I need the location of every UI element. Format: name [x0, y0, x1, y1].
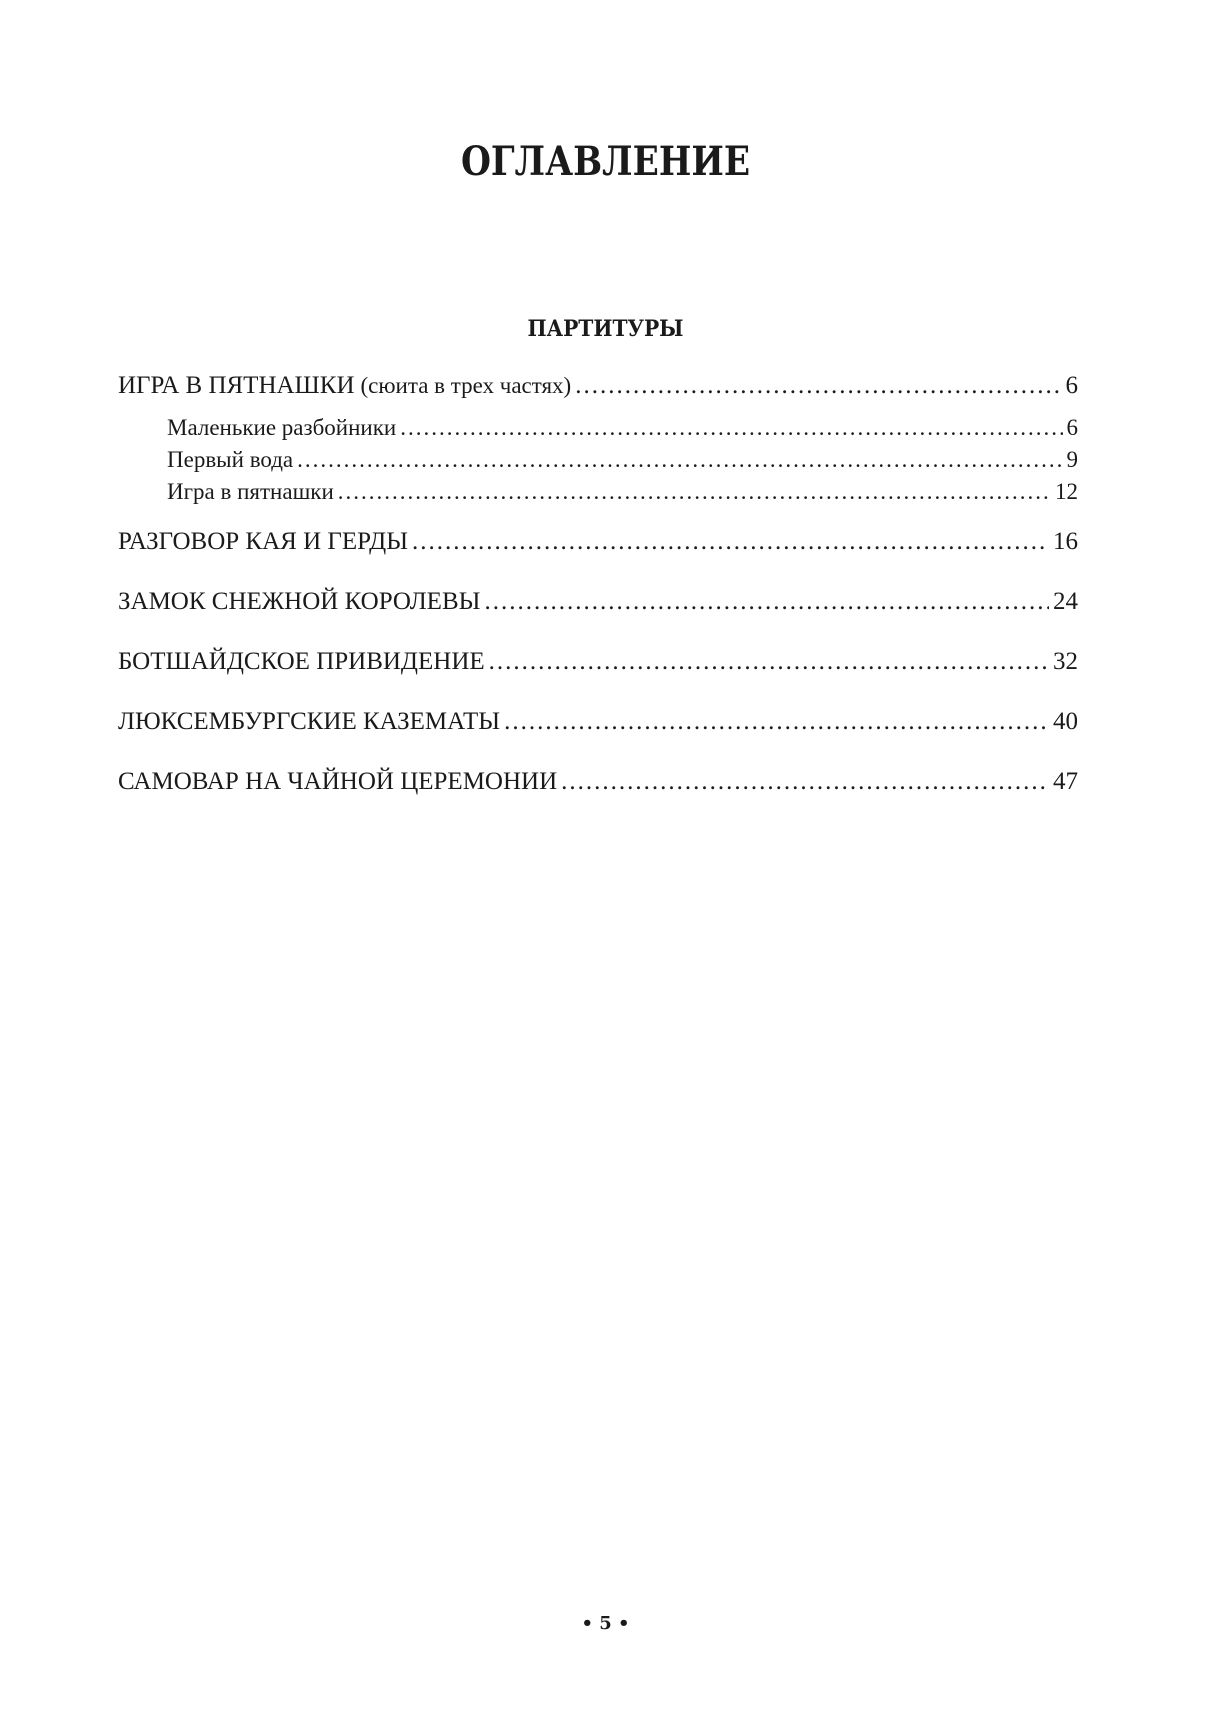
toc-entry-title: Первый вода [167, 447, 294, 472]
toc-entry-page: 9 [1066, 447, 1078, 472]
toc-entry-page: 40 [1053, 708, 1078, 735]
toc-entry [118, 767, 1078, 797]
toc-subentry [167, 445, 1078, 475]
page-title: ОГЛАВЛЕНИЕ [460, 138, 751, 185]
toc-entry-title: Игра в пятнашки [167, 479, 334, 504]
toc-entry-page: 12 [1055, 479, 1078, 504]
toc-subentry [167, 413, 1078, 443]
toc-entry-page: 16 [1053, 528, 1078, 555]
dot-leader [484, 587, 1049, 617]
toc-entry-page: 6 [1065, 372, 1078, 399]
dot-leader [338, 477, 1051, 507]
dot-leader [412, 527, 1049, 557]
toc-entry-title: Маленькие разбойники [167, 415, 397, 440]
toc-entry-title: ЗАМОК СНЕЖНОЙ КОРОЛЕВЫ [118, 588, 481, 615]
dot-leader [561, 767, 1049, 797]
toc-entry-page: 32 [1053, 648, 1078, 675]
toc-subentry [167, 477, 1078, 507]
toc-entry-note: (сюита в трех частях) [360, 373, 572, 398]
toc-entry-page: 6 [1066, 415, 1078, 440]
toc-entry-title: ЛЮКСЕМБУРГСКИЕ КАЗЕМАТЫ [118, 708, 501, 735]
dot-leader [504, 707, 1049, 737]
toc-entry [118, 527, 1078, 557]
toc-entry-title: ИГРА В ПЯТНАШКИ [118, 372, 355, 399]
toc-entry-page: 24 [1053, 588, 1078, 615]
page-number: • 5 • [581, 1613, 630, 1634]
toc-entry-title: БОТШАЙДСКОЕ ПРИВИДЕНИЕ [118, 648, 485, 675]
dot-leader [575, 371, 1061, 401]
toc-entry [118, 647, 1078, 677]
toc-entry-page: 47 [1053, 768, 1078, 795]
toc-entry [118, 587, 1078, 617]
toc-entry [118, 371, 1078, 401]
dot-leader [297, 445, 1062, 475]
toc-entry [118, 707, 1078, 737]
toc-entry-title: РАЗГОВОР КАЯ И ГЕРДЫ [118, 528, 408, 555]
dot-leader [489, 647, 1049, 677]
dot-leader [400, 413, 1062, 443]
toc-entry-title: САМОВАР НА ЧАЙНОЙ ЦЕРЕМОНИИ [118, 768, 558, 795]
section-heading: ПАРТИТУРЫ [527, 316, 684, 342]
